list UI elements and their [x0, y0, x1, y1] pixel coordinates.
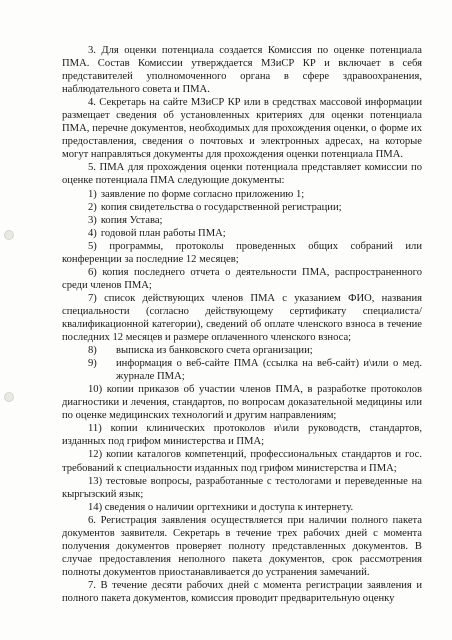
list-item-5 [62, 240, 422, 266]
list-item-text: тестовые вопросы, разработанные с тестологами и переведенные на кыргызский язык; [62, 475, 422, 500]
list-item-number: 8) [88, 345, 97, 357]
list-item-text: копия Устава; [100, 214, 163, 226]
list-item-number: 5) [88, 240, 97, 252]
list-item-11 [62, 422, 422, 448]
list-item-number: 4) [88, 227, 97, 239]
list-item-7 [62, 292, 422, 344]
list-item-number: 6) [88, 266, 97, 278]
paragraph-5: 5. ПМА для прохождения оценки потенциала представляет комиссии по оценке потенциала ПМА следующие документы: [62, 162, 422, 187]
list-item-13 [62, 475, 422, 501]
list-item-12 [62, 448, 422, 474]
list-item-number: 3) [88, 214, 97, 226]
list-item-text: список действующих членов ПМА с указанием ФИО, названия специальности (согласно действующему сертификату специалиста/квалификационной категории), сведений об оплате членского взноса в течение последних 12 месяцев и размере оплаченного членского взноса; [62, 292, 422, 344]
list-item-number: 12) [88, 449, 103, 461]
punch-hole-mark [4, 392, 14, 402]
list-item-text: копии каталогов компетенций, профессиональных стандартов и гос. требований к специальности изданных под грифом министерства и ПМА; [62, 449, 422, 474]
paragraph-3: 3. Для оценки потенциала создается Комиссия по оценке потенциала ПМА. Состав Комиссии утверждается МЗиСР КР и включает в себя представителей уполномоченного органа в сфере здравоохранения, наблюдательного совета и ПМА. [62, 45, 422, 96]
paragraph-4: 4. Секретарь на сайте МЗиСР КР или в средствах массовой информации размещает сведения об установленных критериях для оценки потенциала ПМА, перечне документов, необходимых для прохождения оценки, о форме их предоставления, сведения о почтовых и электронных адресах, на которые могут направляться документы для прохождения оценки потенциала ПМА. [62, 97, 422, 161]
list-item-text: копия последнего отчета о деятельности ПМА, распространенного среди членов ПМА; [62, 266, 422, 291]
list-item-text: выписка из банковского счета организации; [116, 345, 313, 357]
list-item-number: 14) [88, 501, 103, 513]
list-item [62, 188, 422, 201]
list-item-10 [62, 383, 422, 422]
list-item-number: 11) [88, 423, 102, 435]
paragraph-6: 6. Регистрация заявления осуществляется при наличии полного пакета документов заявителя. Секретарь в течение трех рабочих дней с момента получения документов проверяет полноту представленных документов. В случае предоставления неполного пакета документов, срок рассмотрения полноты документов приостанавливается до устранения замечаний. [62, 514, 422, 578]
list-item-text: заявление по форме согласно приложению 1; [100, 188, 305, 200]
list-item-text: сведения о наличии оргтехники и доступа к интернету. [104, 501, 354, 513]
list-item-text: копии приказов об участии членов ПМА, в разработке протоколов диагностики и лечения, стандартов, по вопросам доказательной медицины или по оценке медицинских технологий и другим направлениям; [62, 384, 422, 422]
list-item-text: информация о веб-сайте ПМА (ссылка на веб-сайт) и\или о мед. журнале ПМА; [116, 358, 422, 383]
list-item-text: копия свидетельства о государственной регистрации; [100, 201, 342, 213]
list-item [62, 357, 422, 383]
list-item [62, 201, 422, 214]
list-item-number: 2) [88, 201, 97, 213]
list-item-number: 9) [88, 358, 97, 370]
list-item-14 [62, 501, 422, 514]
list-item-text: годовой план работы ПМА; [100, 227, 226, 239]
list-item-6 [62, 266, 422, 292]
list-item-number: 13) [88, 475, 103, 487]
list-item-text: программы, протоколы проведенных общих собраний или конференции за последние 12 месяцев; [62, 240, 422, 265]
list-item-number: 7) [88, 292, 97, 304]
list-item-number: 1) [88, 188, 97, 200]
list-item [62, 227, 422, 240]
list-item-number: 10) [88, 384, 103, 396]
list-item [62, 344, 422, 357]
list-item [62, 214, 422, 227]
paragraph-7: 7. В течение десяти рабочих дней с момента регистрации заявления и полного пакета документов, комиссия проводит предварительную оценку [62, 579, 422, 604]
list-item-text: копии клинических протоколов и\или руководств, стандартов, изданных под грифом министерства и ПМА; [62, 423, 422, 448]
punch-hole-mark [4, 230, 14, 240]
